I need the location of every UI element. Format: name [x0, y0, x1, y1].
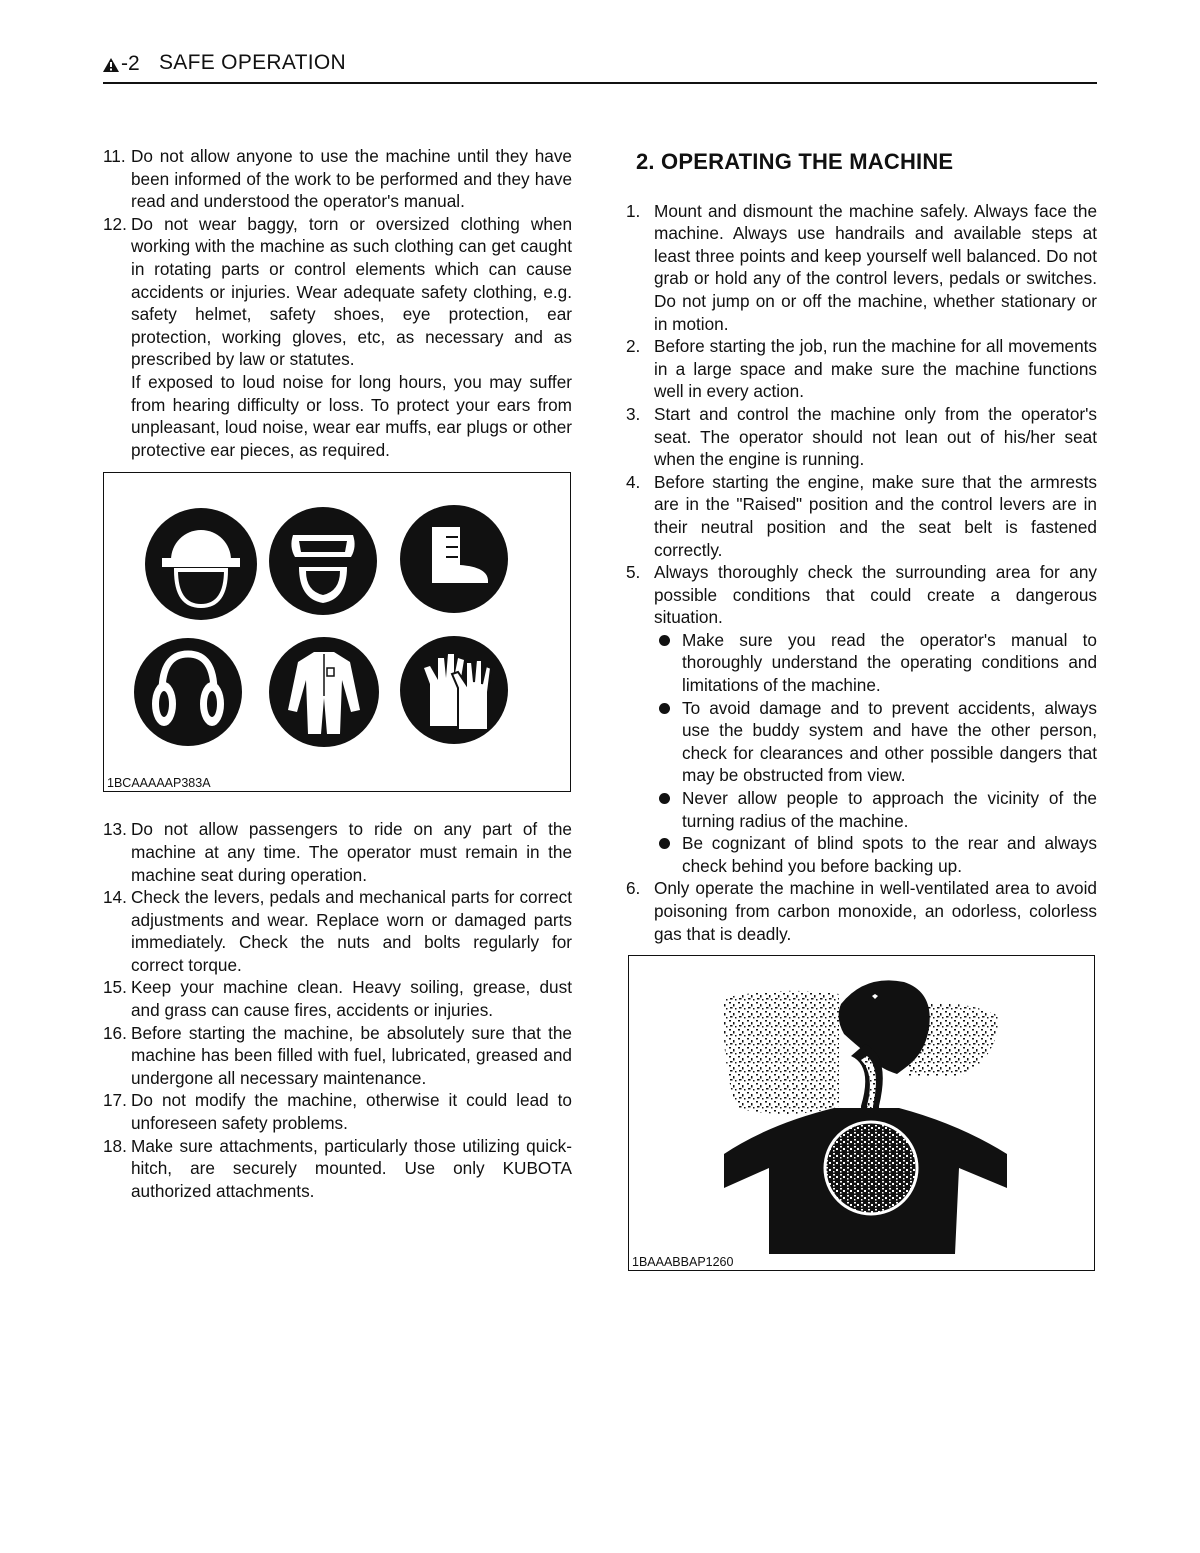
bullet-item	[654, 697, 1097, 787]
item-text: Do not allow anyone to use the machine until they have been informed of the work to be performed and they have read and understood the operator's manual.	[131, 146, 572, 212]
list-item	[103, 1135, 572, 1203]
coverall-icon	[269, 637, 379, 747]
item-number: 15.	[103, 977, 127, 998]
ppe-figure	[103, 472, 571, 792]
bullet-dot-icon	[659, 838, 670, 849]
item-text: Mount and dismount the machine safely. Always face the machine. Always use handrails and available steps at least three points and keep yourself well balanced. Do not grab or hold any of the control levers, pedals or switches. Do not jump on or off the machine, whether stationary or in motion.	[654, 200, 1097, 334]
item-text: Always thoroughly check the surrounding area for any possible conditions that could create a dangerous situation.	[654, 562, 1097, 628]
item-number: 3.	[626, 403, 641, 424]
bullet-dot-icon	[659, 635, 670, 646]
safety-list-b	[103, 818, 572, 1202]
item-text: Keep your machine clean. Heavy soiling, grease, dust and grass can cause fires, accidents or injuries.	[131, 977, 572, 1021]
list-item	[626, 403, 1097, 471]
item-number: 18.	[103, 1135, 127, 1156]
item-number: 5.	[626, 562, 641, 583]
item-text: Do not wear baggy, torn or oversized clothing when working with the machine as such clothing can get caught in rotating parts or control elements which can cause accidents or injuries. Wear adequate safety clothing, e.g. safety helmet, safety shoes, eye protection, ear protection, working gloves, etc, as necessary and as prescribed by law or statutes.	[131, 213, 572, 370]
item-number: 4.	[626, 471, 641, 492]
list-item	[626, 335, 1097, 403]
item-number: 2.	[626, 336, 641, 357]
item-number: 17.	[103, 1090, 127, 1111]
bullet-item	[654, 787, 1097, 832]
bullet-dot-icon	[659, 703, 670, 714]
page-number: -2	[121, 52, 140, 75]
list-item	[103, 1089, 572, 1134]
bullet-text: Be cognizant of blind spots to the rear and always check behind you before backing up.	[682, 833, 1097, 876]
item-text: Before starting the machine, be absolutely sure that the machine has been filled with fuel, lubricated, greased and undergone all necessary maintenance.	[131, 1022, 572, 1088]
item-text: Start and control the machine only from the operator's seat. The operator should not lean out of his/her seat when the engine is running.	[654, 403, 1097, 470]
item-text: Do not modify the machine, otherwise it could lead to unforeseen safety problems.	[131, 1090, 572, 1134]
item-number: 16.	[103, 1022, 127, 1043]
bullet-text: Make sure you read the operator's manual to thoroughly understand the operating conditions and limitations of the machine.	[682, 629, 1097, 696]
item-number: 13.	[103, 819, 127, 840]
list-item	[626, 877, 1097, 945]
item-text-extra: If exposed to loud noise for long hours, you may suffer from hearing difficulty or loss. To protect your ears from unpleasant, loud noise, wear ear muffs, ear plugs or other protective ear pieces, as required.	[131, 371, 572, 460]
operating-list	[626, 200, 1097, 946]
page-header	[103, 48, 1097, 84]
right-column	[626, 145, 1097, 1271]
co-hazard-figure	[628, 955, 1095, 1271]
item-number: 6.	[626, 878, 641, 899]
bullet-item	[654, 832, 1097, 877]
page-title: SAFE OPERATION	[159, 51, 347, 74]
safety-list-a	[103, 145, 572, 461]
bullet-text: Never allow people to approach the vicinity of the turning radius of the machine.	[682, 788, 1097, 831]
item-number: 12.	[103, 213, 127, 234]
item-text: Only operate the machine in well-ventilated area to avoid poisoning from carbon monoxide, an odorless, colorless gas that is deadly.	[654, 878, 1097, 944]
bullet-text: To avoid damage and to prevent accidents, always use the buddy system and have the other person, check for clearances and other possible dangers that may be obstructed from view.	[682, 697, 1097, 786]
figure-code: 1BCAAAAAP383A	[107, 776, 211, 791]
bullet-list	[654, 629, 1097, 878]
item-text: Before starting the job, run the machine for all movements in a large space and make sure the machine functions well in every action.	[654, 336, 1097, 402]
helmet-icon	[145, 508, 257, 620]
figure-code: 1BAAABBAP1260	[632, 1255, 734, 1270]
item-number: 1.	[626, 200, 641, 221]
item-number: 11.	[103, 146, 126, 166]
list-item	[103, 1022, 572, 1090]
list-item	[103, 818, 572, 886]
item-text: Do not allow passengers to ride on any part of the machine at any time. The operator must remain in the machine seat during operation.	[131, 819, 572, 885]
boot-icon	[400, 505, 508, 613]
bullet-dot-icon	[659, 793, 670, 804]
list-item	[103, 213, 572, 462]
list-item	[103, 976, 572, 1021]
item-text: Check the levers, pedals and mechanical parts for correct adjustments and wear. Replace worn or damaged parts immediately. Check the nuts and bolts regularly for correct torque.	[131, 887, 572, 975]
goggles-icon	[269, 507, 377, 615]
list-item	[626, 561, 1097, 877]
list-item	[103, 145, 572, 213]
section-heading: 2. OPERATING THE MACHINE	[636, 149, 954, 174]
bullet-item	[654, 629, 1097, 697]
gloves-icon	[400, 636, 508, 744]
list-item	[626, 471, 1097, 561]
left-column	[103, 145, 572, 1202]
item-text: Before starting the engine, make sure that the armrests are in the "Raised" position and the control levers are in their neutral position and the seat belt is fastened correctly.	[654, 471, 1097, 560]
list-item	[103, 886, 572, 976]
warning-triangle-icon	[103, 58, 119, 72]
item-text: Make sure attachments, particularly those utilizing quick-hitch, are securely mounted. Use only KUBOTA authorized attachments.	[131, 1135, 572, 1201]
ear-muffs-icon	[134, 638, 242, 746]
carbon-monoxide-hazard-icon	[629, 956, 1094, 1254]
item-number: 14.	[103, 887, 127, 908]
list-item	[626, 200, 1097, 336]
